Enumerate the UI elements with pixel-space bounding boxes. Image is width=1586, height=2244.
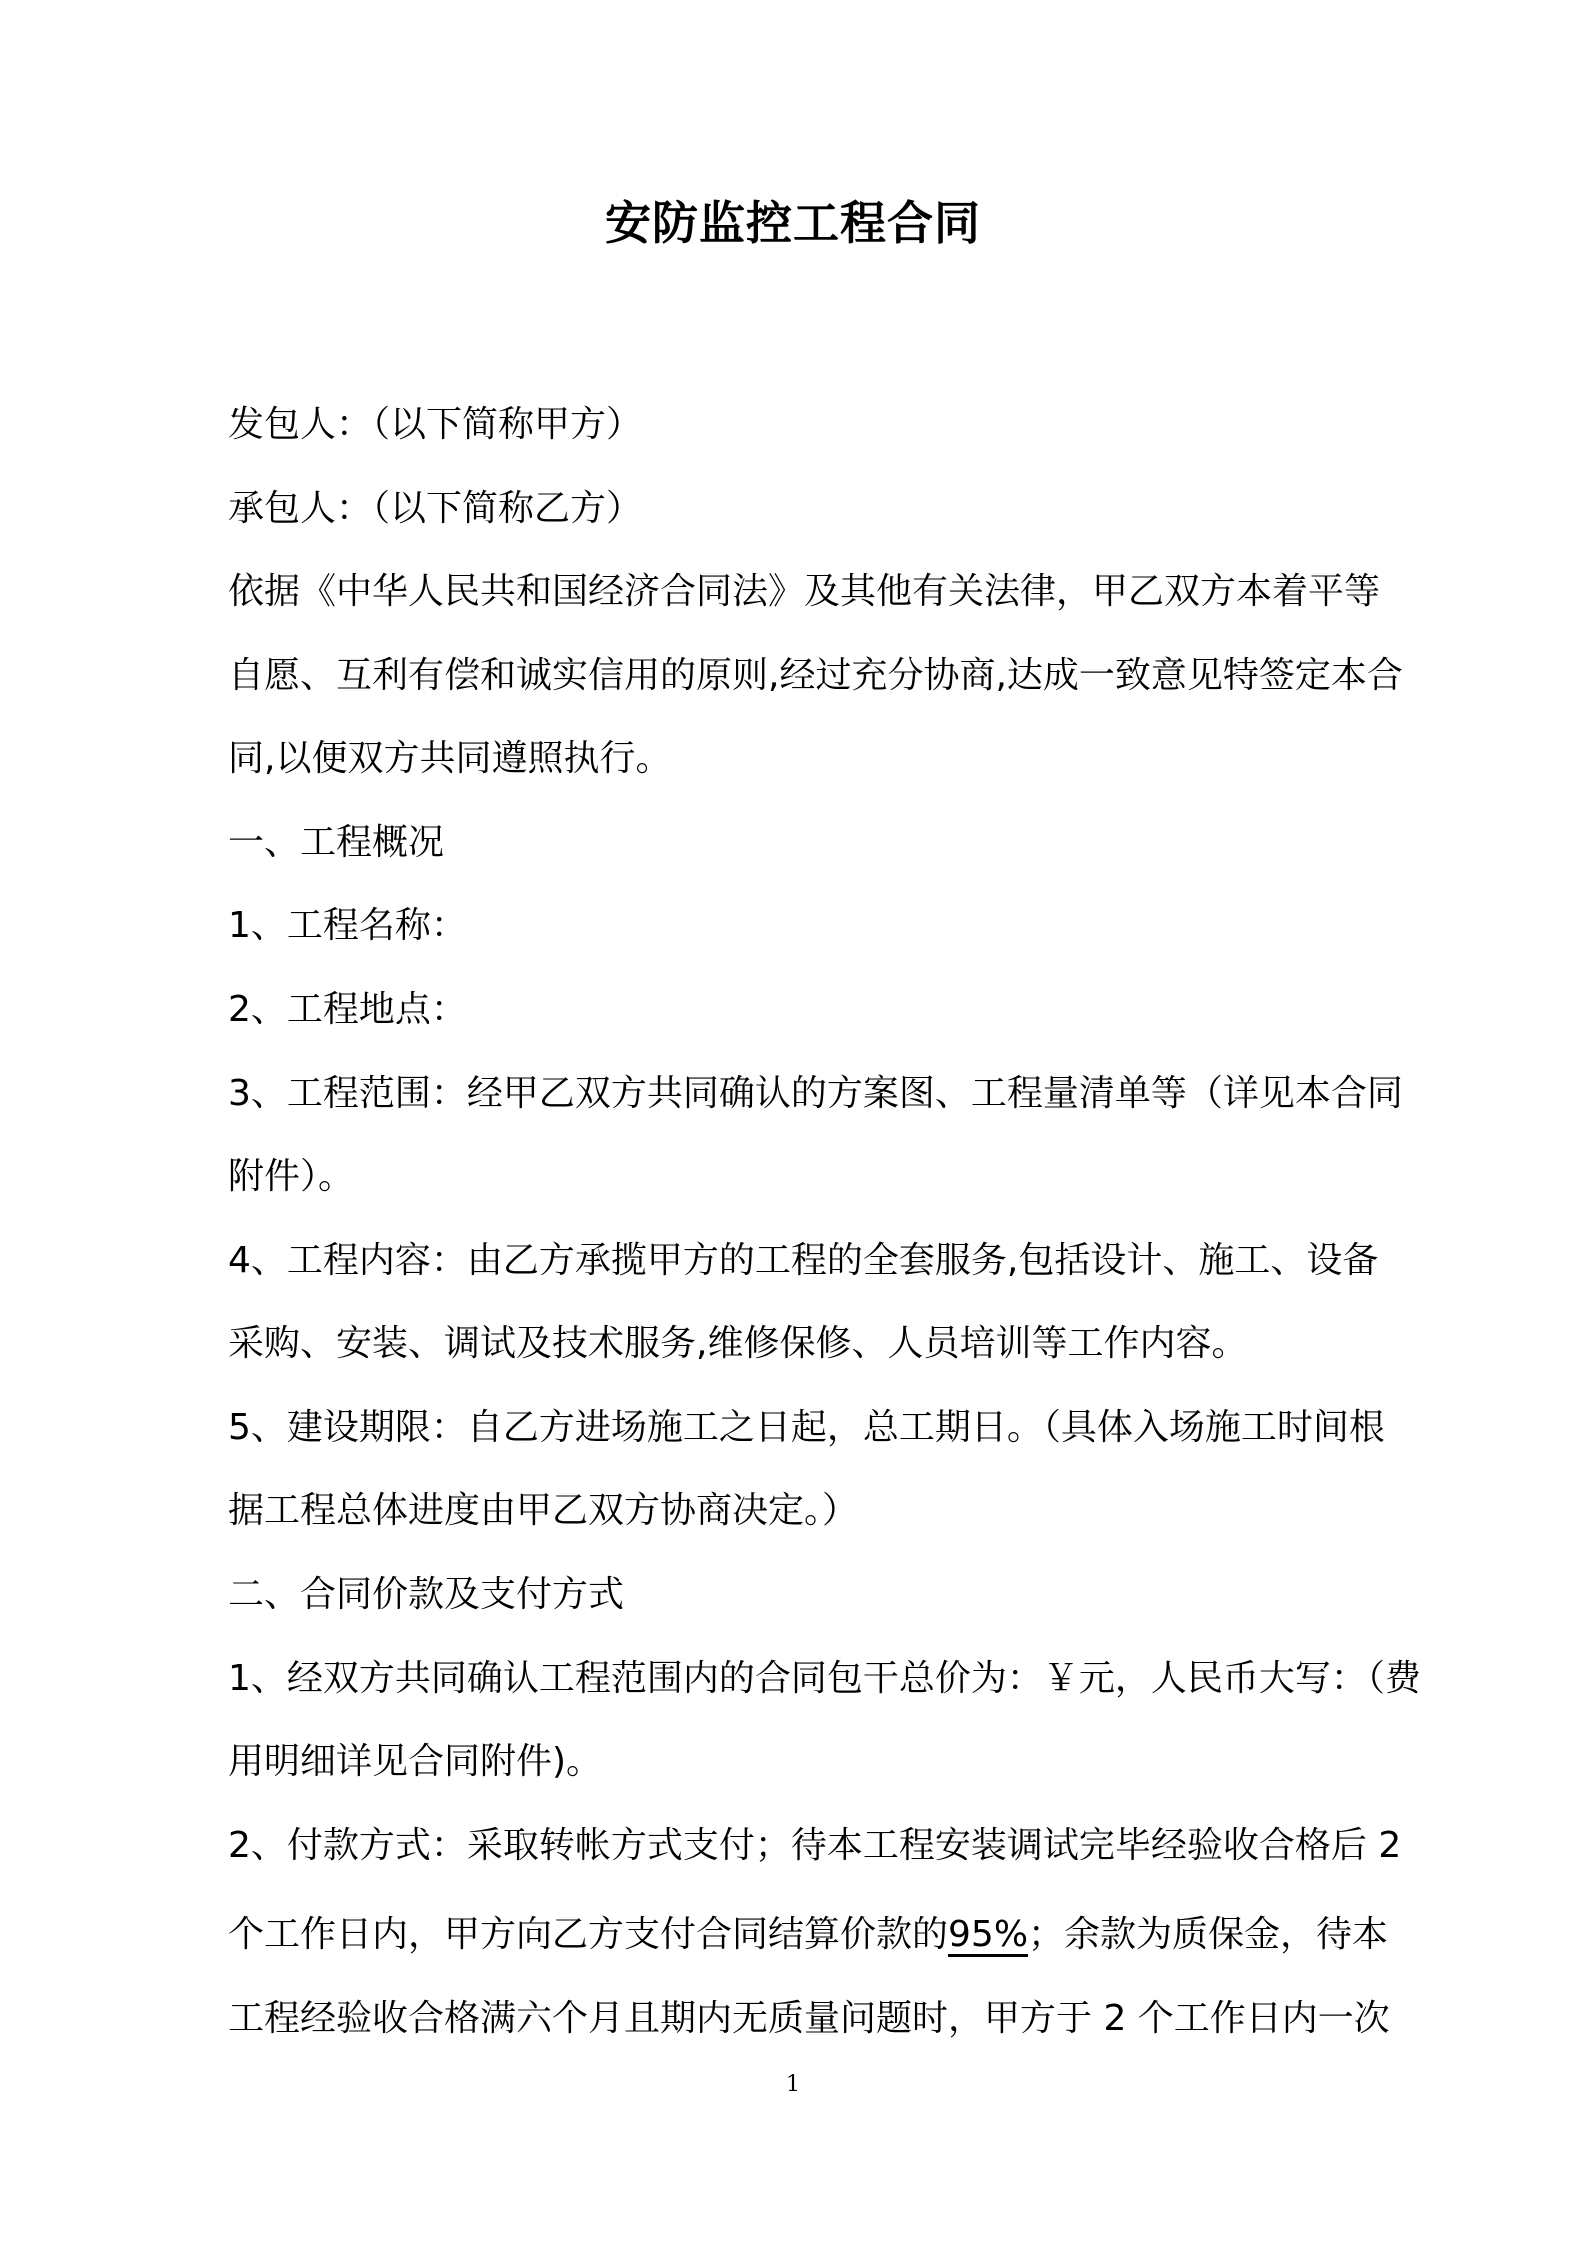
text-line: 1、经双方共同确认工程范围内的合同包干总价为：￥元，人民币大写：（费	[228, 1658, 1421, 1699]
payment-percent: 95%	[948, 1914, 1029, 1955]
text-line: 用明细详见合同附件)。	[228, 1741, 603, 1782]
text-line: 自愿、互利有偿和诚实信用的原则,经过充分协商,达成一致意见特签定本合	[228, 655, 1403, 696]
text-line: 1、工程名称：	[228, 905, 467, 946]
text-line: 3、工程范围：经甲乙双方共同确认的方案图、工程量清单等（详见本合同	[228, 1073, 1403, 1114]
text-line: 采购、安装、调试及技术服务,维修保修、人员培训等工作内容。	[228, 1323, 1248, 1364]
text-line: 2、付款方式：采取转帐方式支付；待本工程安装调试完毕经验收合格后 2	[228, 1825, 1402, 1866]
text-segment: ；余款为质保金，待本	[1028, 1914, 1389, 1955]
text-line: 工程经验收合格满六个月且期内无质量问题时，甲方于 2 个工作日内一次	[228, 1998, 1390, 2039]
section-heading: 一、工程概况	[228, 822, 445, 863]
text-line: 据工程总体进度由甲乙双方协商决定。）	[228, 1490, 859, 1531]
text-line: 附件）。	[228, 1156, 355, 1197]
text-segment: 个工作日内，甲方向乙方支付合同结算价款的	[228, 1914, 949, 1955]
section-heading: 二、合同价款及支付方式	[228, 1574, 625, 1615]
text-line: 承包人：（以下简称乙方）	[228, 488, 643, 529]
text-line	[228, 1910, 1448, 1960]
text-line: 同,以便双方共同遵照执行。	[228, 738, 672, 779]
text-line: 2、工程地点：	[228, 989, 467, 1030]
text-line: 依据《中华人民共和国经济合同法》及其他有关法律，甲乙双方本着平等	[228, 571, 1381, 612]
document-title: 安防监控工程合同	[605, 196, 981, 250]
text-line: 发包人：（以下简称甲方）	[228, 404, 643, 445]
text-line: 4、工程内容：由乙方承揽甲方的工程的全套服务,包括设计、施工、设备	[228, 1240, 1379, 1281]
page-number: 1	[786, 2072, 800, 2097]
text-line: 5、建设期限：自乙方进场施工之日起，总工期日。（具体入场施工时间根	[228, 1407, 1385, 1448]
